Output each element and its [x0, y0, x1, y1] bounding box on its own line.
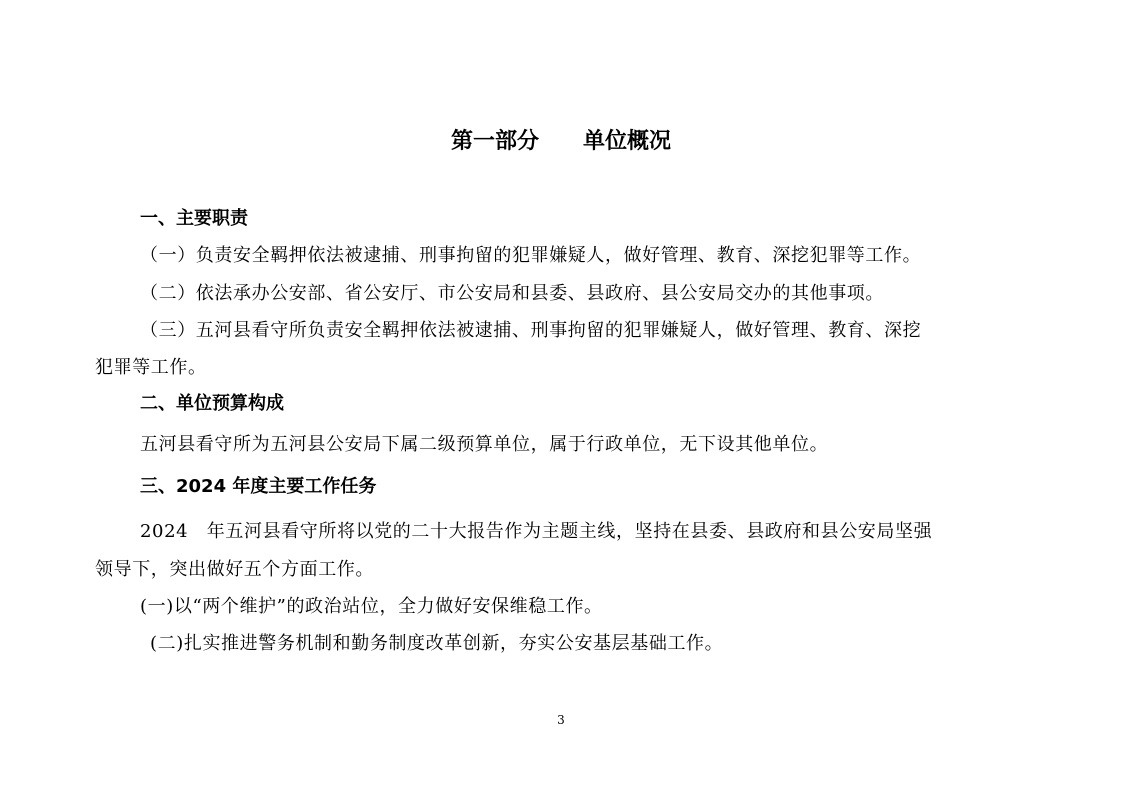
task-item-1: (一)以“两个维护”的政治站位，全力做好安保维稳工作。	[140, 596, 603, 617]
section-heading-tasks: 三、2024 年度主要工作任务	[140, 476, 377, 497]
tasks-paragraph-line-2: 领导下，突出做好五个方面工作。	[95, 559, 374, 580]
budget-paragraph: 五河县看守所为五河县公安局下属二级预算单位，属于行政单位，无下设其他单位。	[140, 434, 829, 455]
page-number: 3	[557, 713, 565, 727]
section-heading-budget: 二、单位预算构成	[140, 393, 284, 414]
duty-item-1: （一）负责安全羁押依法被逮捕、刑事拘留的犯罪嫌疑人，做好管理、教育、深挖犯罪等工作。	[140, 245, 922, 266]
page-title: 第一部分 单位概况	[450, 129, 671, 154]
duty-item-2: （二）依法承办公安部、省公安厅、市公安局和县委、县政府、县公安局交办的其他事项。	[140, 283, 884, 304]
duty-item-3: （三）五河县看守所负责安全羁押依法被逮捕、刑事拘留的犯罪嫌疑人，做好管理、教育、深挖	[140, 320, 922, 341]
tasks-paragraph-line-1: 2024 年五河县看守所将以党的二十大报告作为主题主线，坚持在县委、县政府和县公安局坚强	[140, 521, 933, 542]
duty-item-3-continued: 犯罪等工作。	[95, 357, 207, 378]
task-item-2: (二)扎实推进警务机制和勤务制度改革创新，夯实公安基层基础工作。	[150, 633, 724, 654]
section-heading-duties: 一、主要职责	[140, 208, 248, 229]
